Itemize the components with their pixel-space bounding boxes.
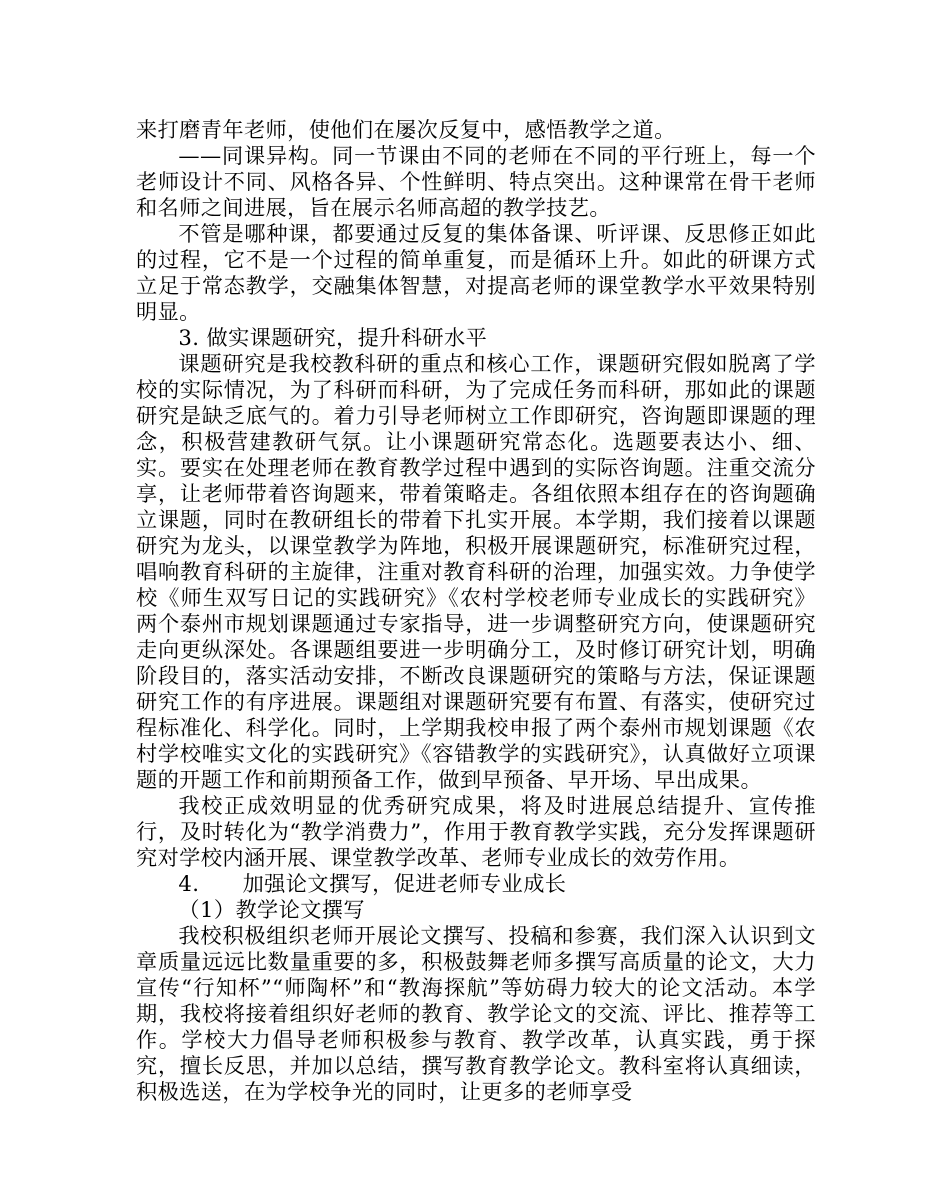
section-heading-papers: 4. 加强论文撰写，促进老师专业成长 xyxy=(178,871,567,896)
paragraph-continuation: 来打磨青年老师，使他们在屡次反复中，感悟教学之道。 xyxy=(136,117,676,142)
paragraph-lesson-study-summary: 不管是哪种课，都要通过反复的集体备课、听评课、反思修正如此的过程，它不是一个过程的简单重复，而是循环上升。如此的研课方式立足于常态教学，交融集体智慧，对提高老师的课堂教学水平效果特别明显。 xyxy=(136,221,816,324)
document-page xyxy=(136,117,816,1105)
subsection-heading-teaching-papers: （1）教学论文撰写 xyxy=(178,897,365,922)
section-heading-research: 3. 做实课题研究，提升科研水平 xyxy=(178,325,488,350)
paragraph-research-projects: 课题研究是我校教科研的重点和核心工作，课题研究假如脱离了学校的实际情况，为了科研而科研，为了完成任务而科研，那如此的课题研究是缺乏底气的。着力引导老师树立工作即研究，咨询题即课题的理念，积极营建教研气氛。让小课题研究常态化。选题要表达小、细、实。要实在处理老师在教育教学过程中遇到的实际咨询题。注重交流分享，让老师带着咨询题来，带着策略走。各组依照本组存在的咨询题确立课题，同时在教研组长的带着下扎实开展。本学期，我们接着以课题研究为龙头，以课堂教学为阵地，积极开展课题研究，标准研究过程，唱响教育科研的主旋律，注重对教育科研的治理，加强实效。力争使学校《师生双写日记的实践研究》《农村学校老师专业成长的实践研究》两个泰州市规划课题通过专家指导，进一步调整研究方向，使课题研究走向更纵深处。各课题组要进一步明确分工，及时修订研究计划，明确阶段目的，落实活动安排，不断改良课题研究的策略与方法，保证课题研究工作的有序进展。课题组对课题研究要有布置、有落实，使研究过程标准化、科学化。同时，上学期我校申报了两个泰州市规划课题《农村学校唯实文化的实践研究》《容错教学的实践研究》，认真做好立项课题的开题工作和前期预备工作，做到早预备、早开场、早出成果。 xyxy=(136,351,816,792)
paragraph-paper-writing: 我校积极组织老师开展论文撰写、投稿和参赛，我们深入认识到文章质量远远比数量重要的多，积极鼓舞老师多撰写高质量的论文，大力宣传“行知杯”“师陶杯”和“教海探航”等妨碍力较大的论文活动。本学期，我校将接着组织好老师的教育、教学论文的交流、评比、推荐等工作。学校大力倡导老师积极参与教育、教学改革，认真实践，勇于探究，擅长反思，并加以总结，撰写教育教学论文。教科室将认真细读，积极选送，在为学校争光的同时，让更多的老师享受 xyxy=(136,923,816,1104)
paragraph-research-results: 我校正成效明显的优秀研究成果，将及时进展总结提升、宣传推行，及时转化为“教学消费力”，作用于教育教学实践，充分发挥课题研究对学校内涵开展、课堂教学改革、老师专业成长的效劳作用。 xyxy=(136,793,816,870)
paragraph-same-lesson-different-design: ——同课异构。同一节课由不同的老师在不同的平行班上，每一个老师设计不同、风格各异、个性鲜明、特点突出。这种课常在骨干老师和名师之间进展，旨在展示名师高超的教学技艺。 xyxy=(136,143,816,220)
